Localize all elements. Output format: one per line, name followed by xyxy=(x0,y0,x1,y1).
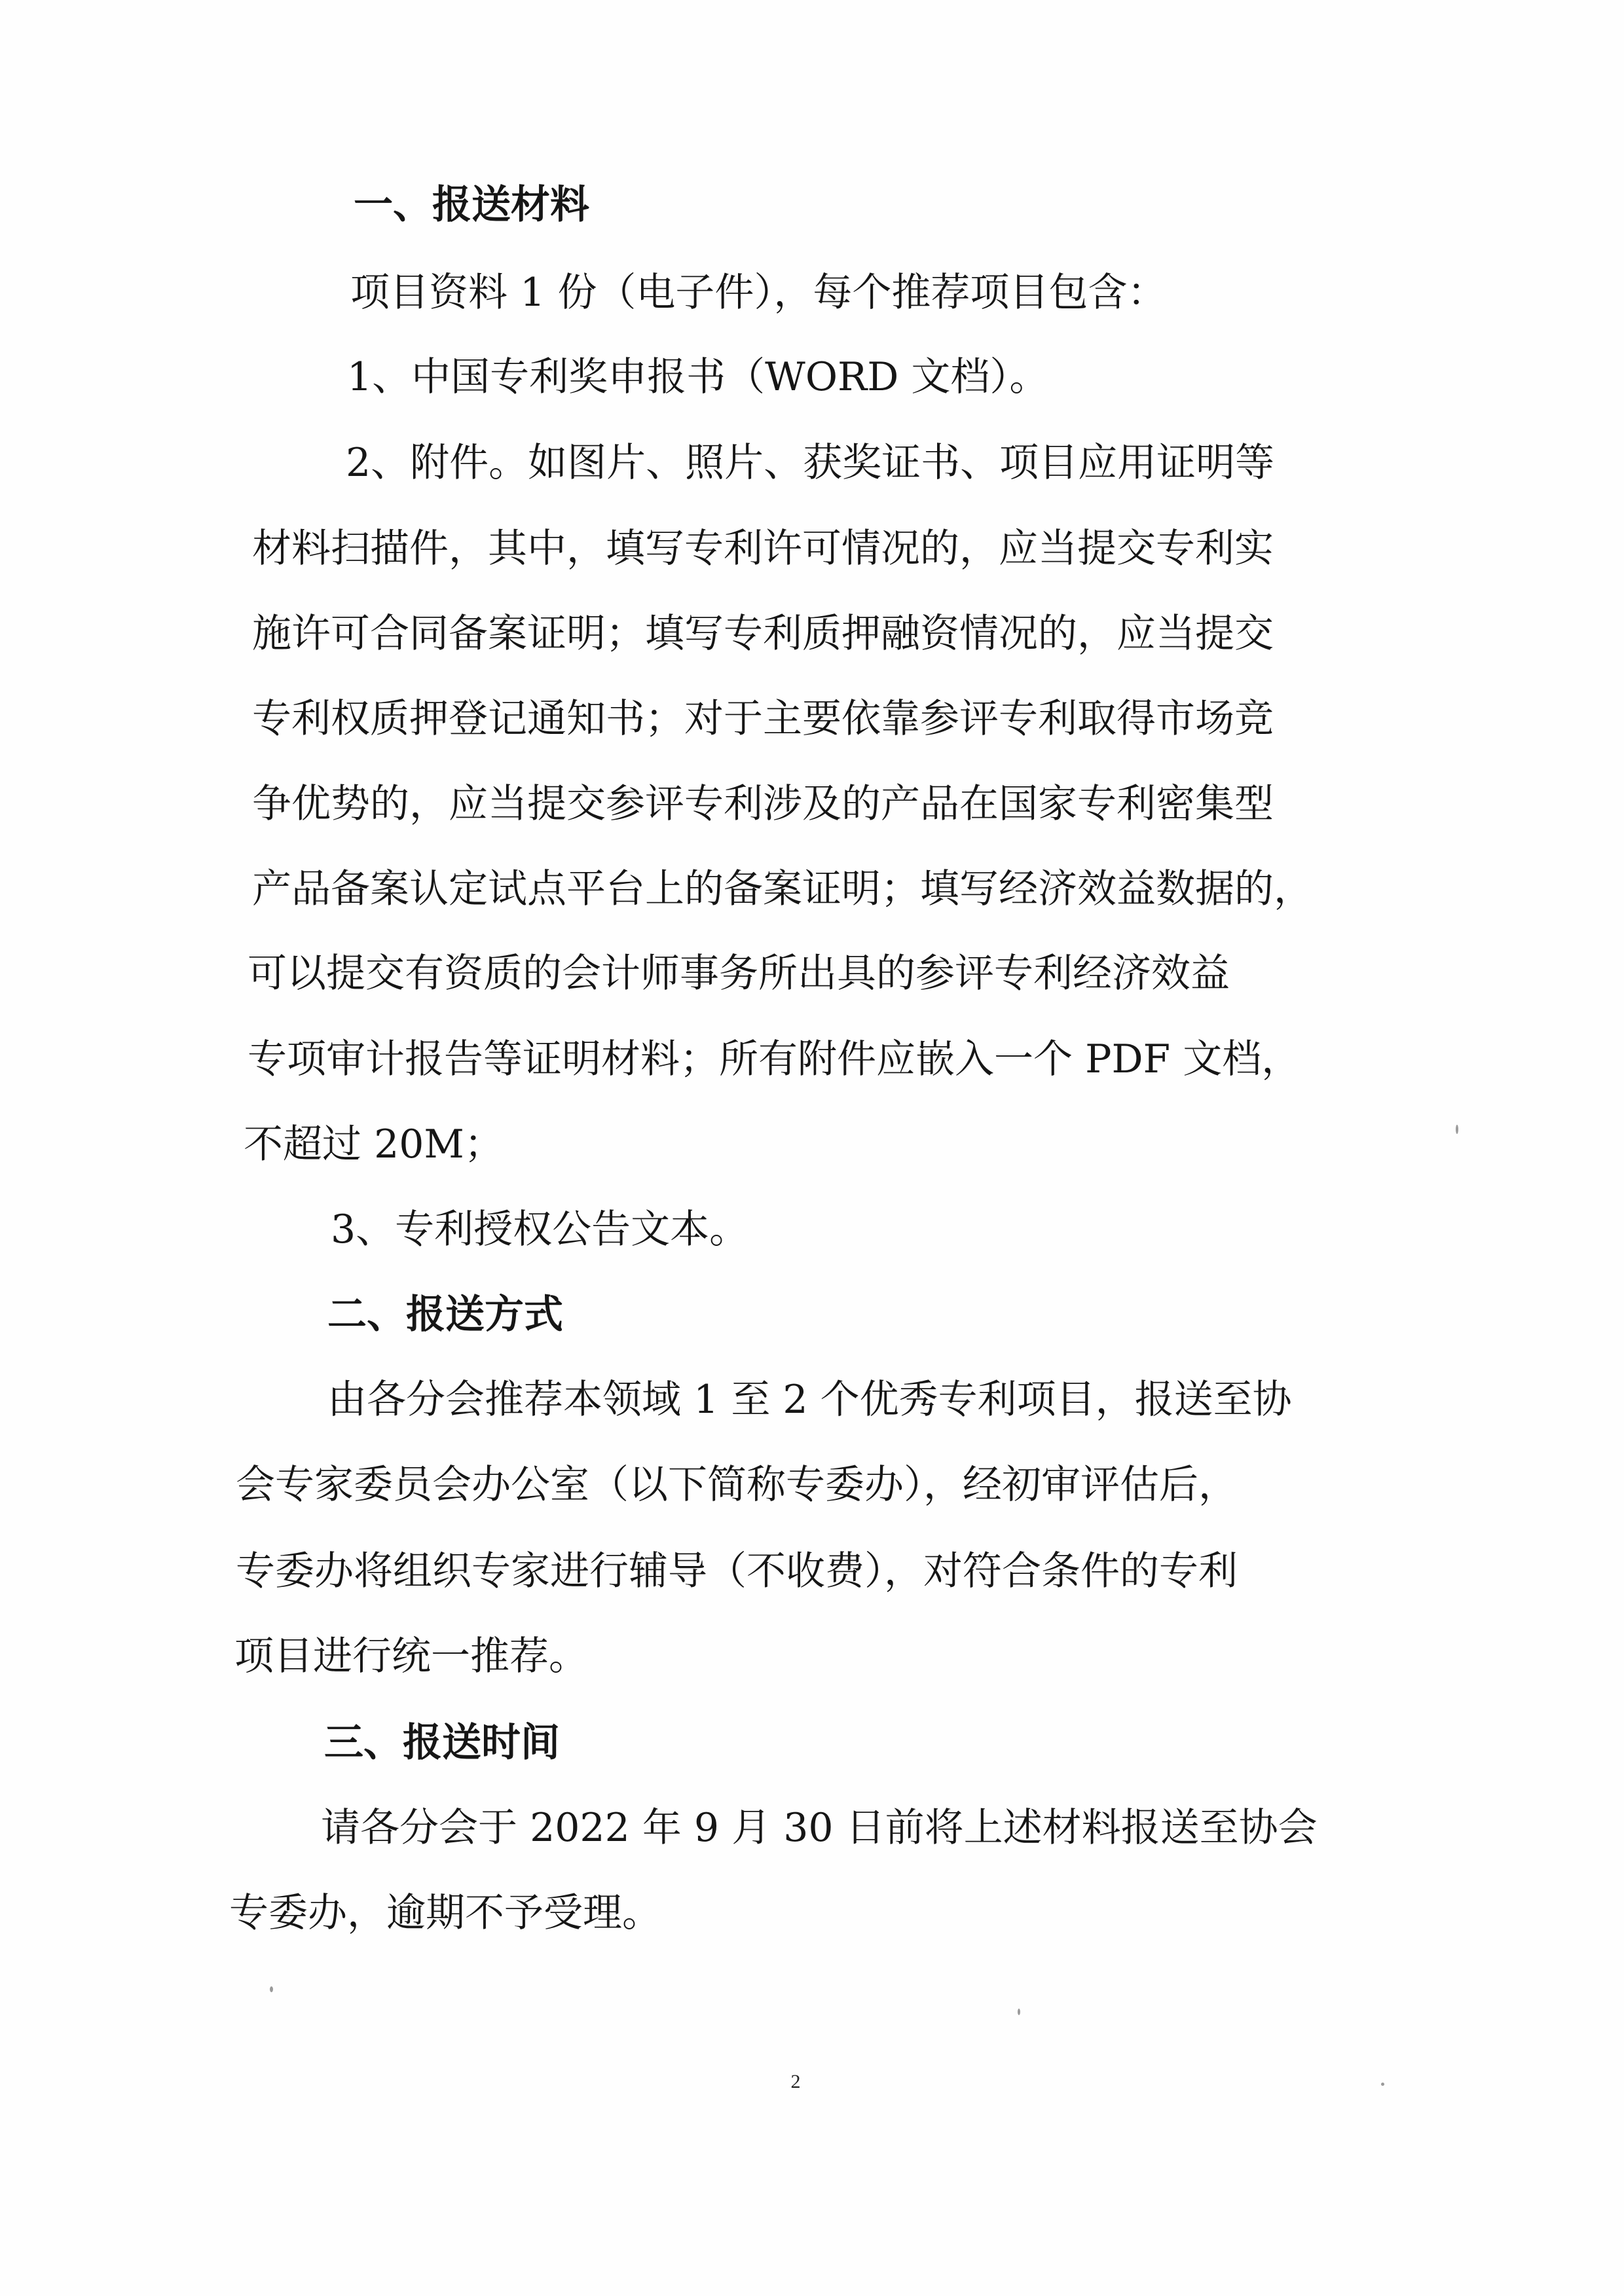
scan-speck xyxy=(1018,2009,1020,2015)
paragraph-line: 专委办，逾期不予受理。 xyxy=(229,1890,661,1936)
scan-speck xyxy=(1456,1125,1458,1134)
paragraph-line: 项目资料 1 份（电子件），每个推荐项目包含： xyxy=(350,270,1167,316)
paragraph-line: 可以提交有资质的会计师事务所出具的参评专利经济效益 xyxy=(248,951,1230,996)
section-heading-materials: 一、报送材料 xyxy=(354,182,589,228)
paragraph-line: 专项审计报告等证明材料；所有附件应嵌入一个 PDF 文档， xyxy=(248,1036,1301,1082)
paragraph-line: 会专家委员会办公室（以下简称专委办），经初审评估后， xyxy=(236,1462,1238,1508)
scan-speck xyxy=(270,1986,273,1992)
paragraph-line: 材料扫描件，其中，填写专利许可情况的，应当提交专利实 xyxy=(252,526,1274,572)
section-heading-method: 二、报送方式 xyxy=(327,1292,563,1338)
scan-speck xyxy=(1381,2083,1384,2086)
paragraph-line: 项目进行统一推荐。 xyxy=(234,1633,588,1679)
paragraph-line: 施许可合同备案证明；填写专利质押融资情况的，应当提交 xyxy=(252,611,1274,657)
paragraph-line: 产品备案认定试点平台上的备案证明；填写经济效益数据的， xyxy=(252,866,1313,912)
paragraph-line: 请各分会于 2022 年 9 月 30 日前将上述材料报送至协会 xyxy=(321,1805,1318,1851)
paragraph-line: 争优势的，应当提交参评专利涉及的产品在国家专利密集型 xyxy=(252,781,1274,827)
paragraph-line: 专委办将组织专家进行辅导（不收费），对符合条件的专利 xyxy=(236,1548,1238,1594)
paragraph-line: 1、中国专利奖申报书（WORD 文档）。 xyxy=(347,354,1049,400)
paragraph-line: 2、附件。如图片、照片、获奖证书、项目应用证明等 xyxy=(346,440,1275,486)
paragraph-line: 不超过 20M； xyxy=(244,1121,504,1167)
paragraph-line: 专利权质押登记通知书；对于主要依靠参评专利取得市场竞 xyxy=(252,696,1274,742)
page-number: 2 xyxy=(790,2071,801,2092)
paragraph-line: 由各分会推荐本领域 1 至 2 个优秀专利项目，报送至协 xyxy=(327,1377,1292,1423)
section-heading-time: 三、报送时间 xyxy=(324,1720,560,1766)
paragraph-line: 3、专利授权公告文本。 xyxy=(331,1207,749,1252)
